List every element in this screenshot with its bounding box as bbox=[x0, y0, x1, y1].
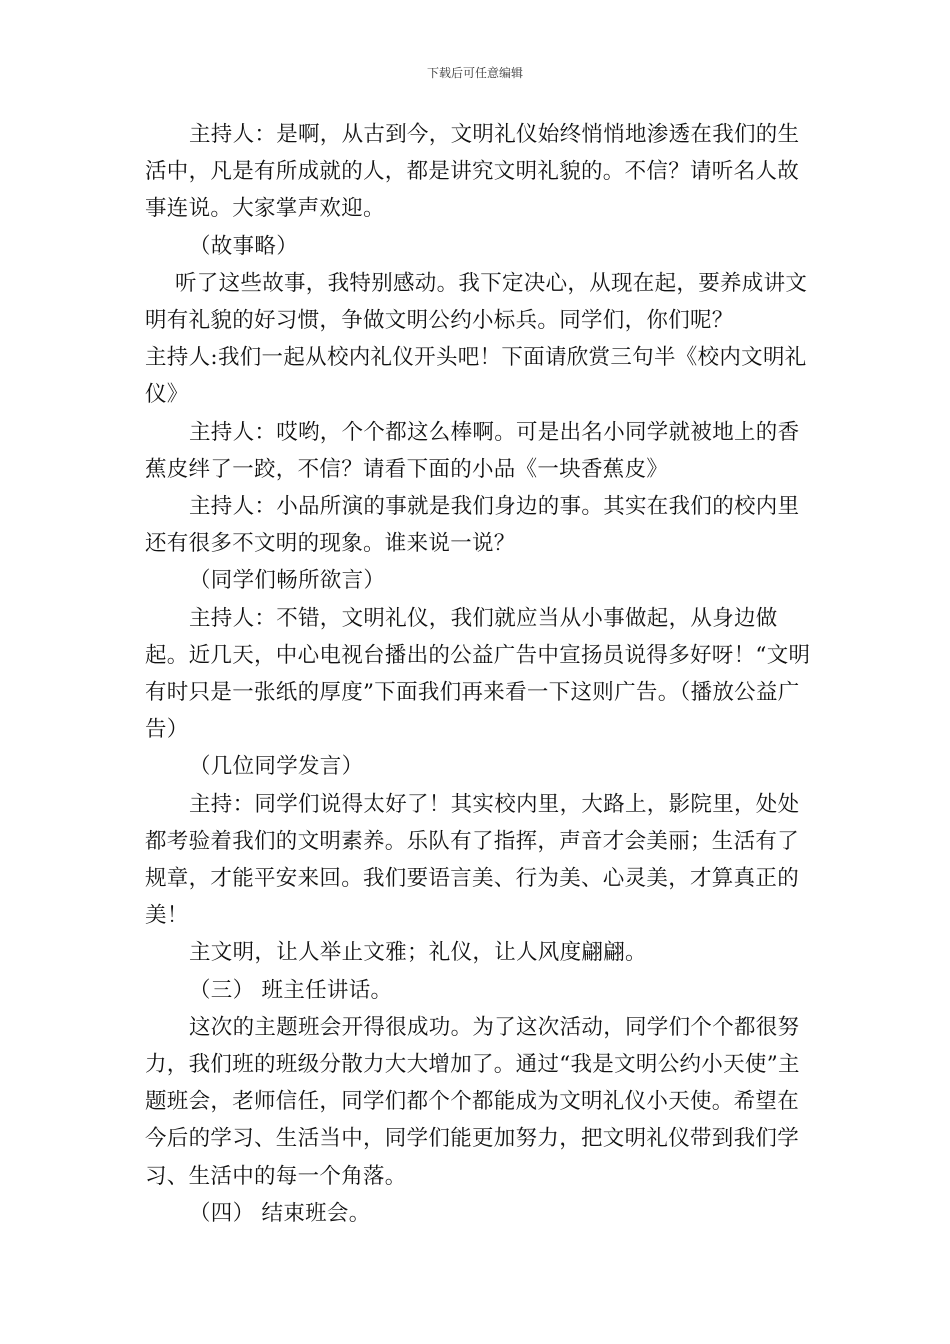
section-heading-end: （四） 结束班会。 bbox=[189, 1200, 371, 1226]
page-header: 下载后可任意编辑 bbox=[426, 66, 523, 80]
paragraph-students-speak: （同学们畅所欲言） bbox=[189, 568, 386, 594]
paragraph-host-discussion: 主持人：小品所演的事就是我们身边的事。其实在我们的校内里还有很多不文明的现象。谁来说一说？ bbox=[145, 494, 800, 557]
paragraph-host-skit: 主持人：哎哟，个个都这么棒啊。可是出名小同学就被地上的香蕉皮绊了一跤，不信？请看下面的小品《一块香蕉皮》 bbox=[145, 419, 800, 482]
paragraph-story-note: （故事略） bbox=[189, 233, 299, 259]
paragraph-students-comment: （几位同学发言） bbox=[189, 754, 364, 780]
paragraph-teacher-speech: 这次的主题班会开得很成功。为了这次活动，同学们个个都很努力，我们班的班级分散力大大增加了。通过“我是文明公约小天使”主题班会，老师信任，同学们都个个都能成为文明礼仪小天使。希望在今后的学习、生活当中，同学们能更加努力，把文明礼仪带到我们学习、生活中的每一个角落。 bbox=[145, 1014, 800, 1189]
document-body bbox=[145, 116, 815, 1232]
paragraph-host-intro: 主持人：是啊，从古到今，文明礼仪始终悄悄地渗透在我们的生活中，凡是有所成就的人，都是讲究文明礼貌的。不信？请听名人故事连说。大家掌声欢迎。 bbox=[145, 122, 800, 222]
paragraph-student-response: 听了这些故事，我特别感动。我下定决心，从现在起，要养成讲文明有礼貌的好习惯，争做文明公约小标兵。同学们，你们呢？ bbox=[145, 270, 808, 334]
paragraph-host-ad: 主持人：不错，文明礼仪，我们就应当从小事做起，从身边做起。近几天，中心电视台播出的公益广告中宣扬员说得多好呀！“文明有时只是一张纸的厚度”下面我们再来看一下这则广告。（播放公益广告） bbox=[145, 605, 811, 743]
paragraph-host-campus: 主持人:我们一起从校内礼仪开头吧！下面请欣赏三句半《校内文明礼仪》 bbox=[145, 345, 807, 408]
section-heading-teacher: （三） 班主任讲话。 bbox=[189, 977, 393, 1003]
paragraph-host-summary: 主持：同学们说得太好了！其实校内里，大路上，影院里，处处都考验着我们的文明素养。乐队有了指挥，声音才会美丽；生活有了规章，才能平安来回。我们要语言美、行为美、心灵美，才算真正的美！ bbox=[145, 791, 800, 929]
paragraph-closing-line: 主文明，让人举止文雅；礼仪，让人风度翩翩。 bbox=[189, 940, 647, 966]
